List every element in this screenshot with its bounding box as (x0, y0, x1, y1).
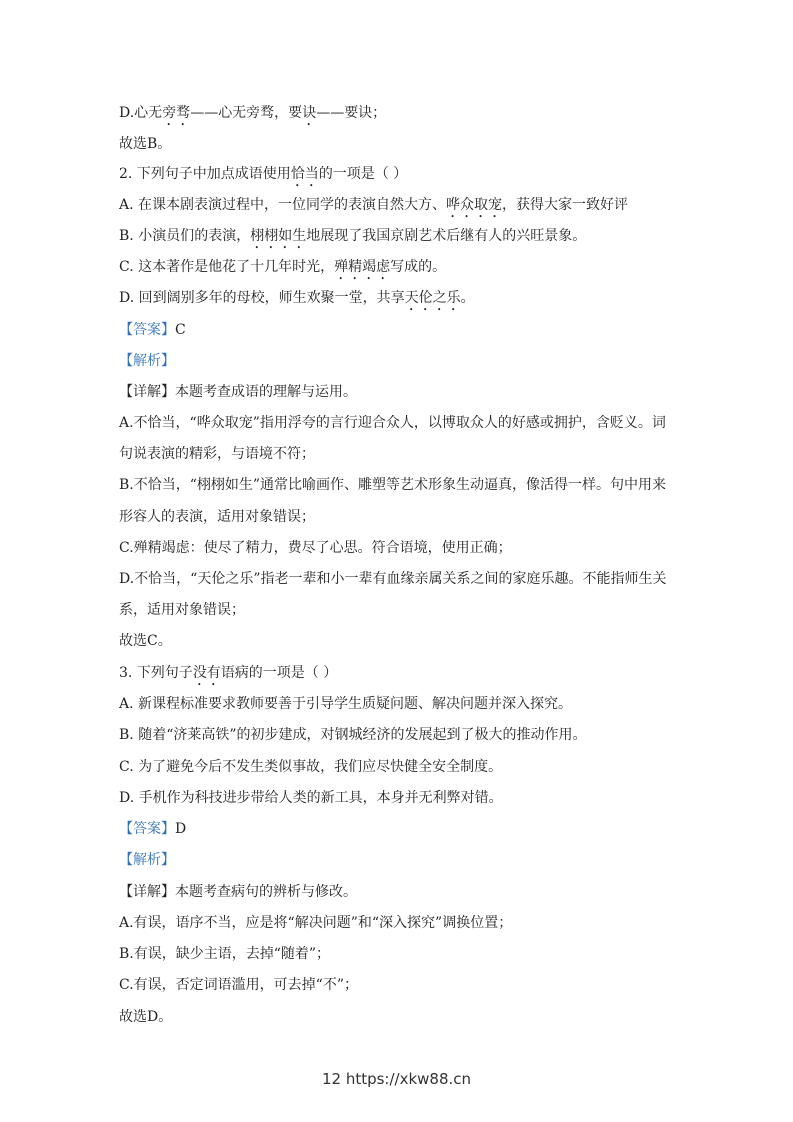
q2-option-a: A. 在课本剧表演过程中，一位同学的表演自然大方、哗众取宠，获得大家一致好评 (119, 197, 629, 213)
q2-explanation-c: C.殚精竭虑：使尽了精力，费尽了心思。符合语境，使用正确； (119, 540, 512, 556)
q3-stem: 3. 下列句子没有语病的一项是（ ） (119, 665, 338, 681)
q2-conclusion: 故选C。 (119, 633, 172, 649)
q2-option-d: D. 回到阔别多年的母校，师生欢聚一堂，共享天伦之乐。 (119, 290, 475, 306)
emphasis-dot-text: 没有 (192, 665, 221, 681)
q3-option-a: A. 新课程标准要求教师要善于引导学生质疑问题、解决问题并深入探究。 (119, 696, 573, 712)
q3-answer (119, 820, 186, 838)
q3-option-d: D. 手机作为科技进步带给人类的新工具，本身并无利弊对错。 (119, 790, 503, 806)
q1-conclusion: 故选B。 (119, 136, 172, 152)
q2-option-c: C. 这本著作是他花了十几年时光，殚精竭虑写成的。 (119, 259, 447, 275)
detail-tag: 【详解】 (119, 884, 175, 900)
q2-analysis-tag: 【解析】 (119, 353, 175, 369)
q3-detail: 【详解】本题考查病句的辨析与修改。 (119, 884, 357, 900)
answer-tag: 【答案】 (119, 821, 175, 837)
emphasis-dot-text: 殚精竭虑 (334, 259, 391, 275)
emphasis-dot-text: 诀 (302, 105, 317, 121)
answer-value: D (175, 821, 187, 837)
q3-explanation-b: B.有误，缺少主语，去掉“随着”； (119, 946, 331, 962)
q3-explanation-c: C.有误，否定词语滥用，可去掉“不”； (119, 977, 358, 993)
answer-value: C (175, 322, 186, 338)
q3-analysis-tag: 【解析】 (119, 852, 175, 868)
q3-option-b: B. 随着“济莱高铁”的初步建成，对钢城经济的发展起到了极大的推动作用。 (119, 727, 587, 743)
page-number: 12 (321, 1070, 342, 1088)
q2-answer (119, 321, 186, 339)
q2-explanation-b-line1: B.不恰当，“栩栩如生”通常比喻画作、雕塑等艺术形象生动逼真，像活得一样。句中用来 (119, 477, 667, 493)
detail-tag: 【详解】 (119, 384, 175, 400)
q2-detail: 【详解】本题考查成语的理解与运用。 (119, 384, 357, 400)
emphasis-dot-text: 哗众取宠 (446, 197, 503, 213)
page-footer (0, 1070, 793, 1088)
emphasis-dot-text: 旁骛 (162, 105, 191, 121)
q2-explanation-d-line1: D.不恰当，“天伦之乐”指老一辈和小一辈有血缘亲属关系之间的家庭乐趣。不能指师生关 (119, 571, 667, 587)
q2-explanation-a-line1: A.不恰当，“哗众取宠”指用浮夸的言行迎合众人，以博取众人的好感或拥护，含贬义。词 (119, 415, 666, 431)
q3-conclusion: 故选D。 (119, 1009, 173, 1025)
q3-explanation-a: A.有误，语序不当，应是将“解决问题”和“深入探究”调换位置； (119, 915, 513, 931)
footer-site-link[interactable]: https://xkw88.cn (345, 1070, 472, 1088)
q2-option-b: B. 小演员们的表演，栩栩如生地展现了我国京剧艺术后继有人的兴旺景象。 (119, 228, 587, 244)
q3-option-c: C. 为了避免今后不发生类似事故，我们应尽快健全安全制度。 (119, 759, 503, 775)
emphasis-dot-text: 恰当 (290, 166, 319, 182)
q1-option-d-explanation: D.心无旁骛——心无旁骛，要诀——要诀； (119, 105, 387, 121)
emphasis-dot-text: 栩栩如生 (250, 228, 307, 244)
q2-explanation-a-line2: 句说表演的精彩，与语境不符； (119, 446, 315, 462)
q2-explanation-b-line2: 形容人的表演，适用对象错误； (119, 509, 315, 525)
answer-tag: 【答案】 (119, 322, 175, 338)
q2-explanation-d-line2: 系，适用对象错误； (119, 602, 245, 618)
emphasis-dot-text: 天伦之乐 (404, 290, 461, 306)
q2-stem: 2. 下列句子中加点成语使用恰当的一项是（ ） (119, 166, 408, 182)
